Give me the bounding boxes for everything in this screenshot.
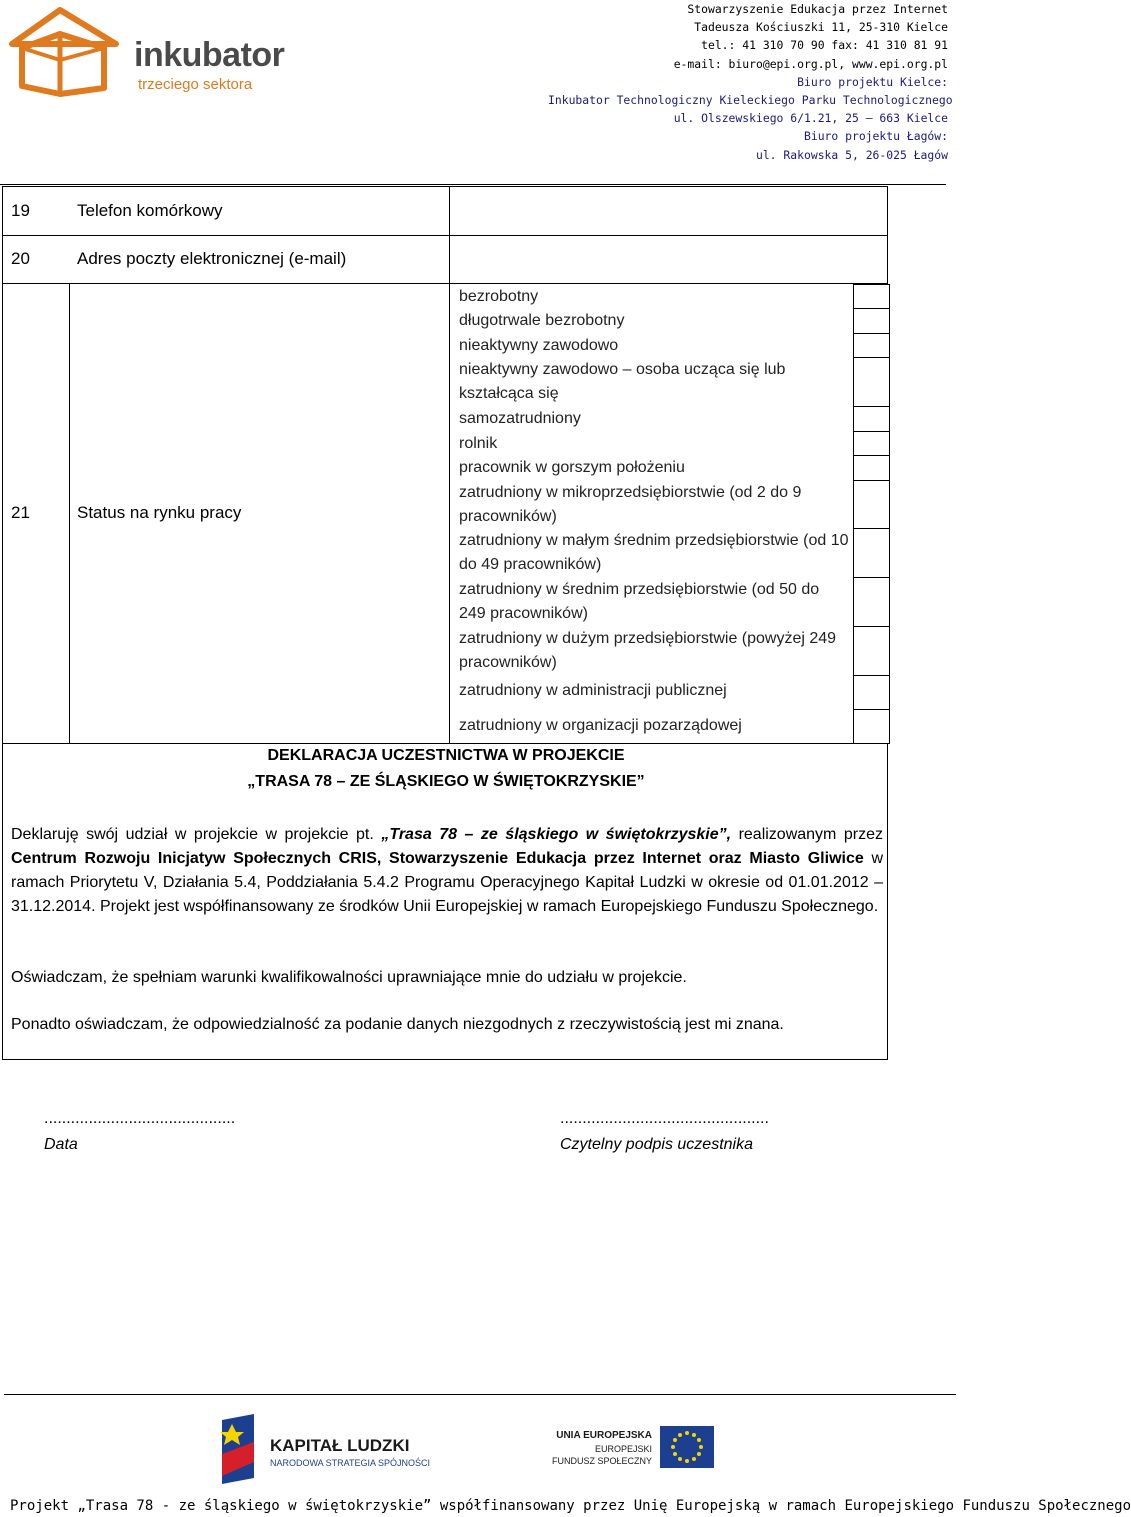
status-option-label: zatrudniony w organizacji pozarządowej	[459, 717, 742, 734]
status-option-label: pracownik w gorszym położeniu	[459, 459, 685, 476]
row-divider	[3, 283, 887, 284]
contact-line: Stowarzyszenie Edukacja przez Internet	[687, 2, 948, 16]
contact-line: Biuro projektu Kielce:	[797, 74, 948, 89]
contact-block	[548, 0, 953, 164]
logo-word: inkubator	[134, 36, 285, 74]
declaration-project-title: „TRASA 78 – ZE ŚLĄSKIEGO W ŚWIĘTOKRZYSKIE”	[247, 773, 645, 790]
contact-line: Inkubator Technologiczny Kieleckiego Parku Technologicznego	[548, 93, 953, 108]
organizations: Centrum Rozwoju Inicjatyw Społecznych CRIS, Stowarzyszenie Edukacja przez Internet oraz Miasto Gliwice	[11, 850, 864, 867]
status-option-label: bezrobotny	[459, 288, 539, 305]
date-dots: ...........................................	[44, 1110, 236, 1127]
row-number: 21	[11, 503, 30, 522]
declaration-paragraph	[11, 823, 883, 919]
declaration-text: realizowanym przez	[731, 826, 884, 843]
status-option-label: długotrwale bezrobotny	[459, 312, 625, 329]
field-label-status: Status na rynku pracy	[77, 503, 242, 522]
project-name: „Trasa 78 – ze śląskiego w świętokrzyskie”,	[381, 826, 732, 843]
contact-line: e-mail: biuro@epi.org.pl, www.epi.org.pl	[673, 56, 948, 71]
footer-divider	[4, 1394, 956, 1395]
status-checkbox[interactable]	[853, 357, 890, 407]
signature-dots: ...............................................	[560, 1110, 769, 1127]
row-number: 19	[11, 201, 30, 220]
inkubator-logo	[4, 6, 294, 96]
signature-label: Czytelny podpis uczestnika	[560, 1136, 753, 1153]
declaration-title: DEKLARACJA UCZESTNICTWA W PROJEKCIE	[267, 747, 625, 764]
status-option-label: zatrudniony w dużym przedsiębiorstwie (powyżej 249 pracowników)	[459, 630, 837, 671]
status-option-label: samozatrudniony	[459, 410, 581, 427]
status-checkbox[interactable]	[853, 406, 890, 432]
kapital-ludzki-logo	[214, 1412, 431, 1488]
liability-statement: Ponadto oświadczam, że odpowiedzialność za podanie danych niezgodnych z rzeczywistością jest mi znana.	[11, 1016, 784, 1033]
status-checkbox[interactable]	[853, 431, 890, 456]
email-field[interactable]	[450, 236, 887, 283]
eligibility-statement: Oświadczam, że spełniam warunki kwalifikowalności uprawniające mnie do udziału w projekcie.	[11, 969, 687, 986]
contact-line: ul. Olszewskiego 6/1.21, 25 – 663 Kielce	[673, 111, 948, 126]
phone-field[interactable]	[450, 187, 887, 235]
kapital-ludzki-emblem-icon	[214, 1414, 264, 1484]
field-label-phone: Telefon komórkowy	[77, 201, 223, 220]
eu-line3: FUNDUSZ SPOŁECZNY	[551, 1456, 652, 1466]
status-checkbox[interactable]	[853, 626, 890, 676]
status-checkbox[interactable]	[853, 480, 890, 529]
declaration-text: Deklaruję swój udział w projekcie w projekcie pt.	[11, 826, 382, 843]
declaration-text: w ramach Priorytetu V, Działania 5.4, Poddziałania 5.4.2 Programu Operacyjnego Kapitał Ludzki w okresie od 01.01.2012 – 31.12.2014. Projekt jest współfinansowany ze środków Unii Europejskiej w ramach Europejskiego Funduszu Społecznego.	[11, 850, 884, 915]
contact-line: ul. Rakowska 5, 26-025 Łagów	[755, 147, 948, 162]
status-checkbox[interactable]	[853, 709, 890, 744]
status-checkbox[interactable]	[853, 333, 890, 358]
status-option-label: zatrudniony w średnim przedsiębiorstwie (od 50 do 249 pracowników)	[459, 581, 820, 622]
status-option-label: nieaktywny zawodowo – osoba ucząca się lub kształcąca się	[459, 361, 786, 402]
footer-text: Projekt „Trasa 78 - ze śląskiego w świętokrzyskie” współfinansowany przez Unię Europejską w ramach Europejskiego Funduszu Społecznego	[10, 1498, 1131, 1514]
contact-line: Tadeusza Kościuszki 11, 25-310 Kielce	[694, 20, 948, 35]
status-checkbox[interactable]	[853, 675, 890, 710]
eu-line1: UNIA EUROPEJSKA	[556, 1430, 652, 1441]
status-option-label: rolnik	[459, 435, 498, 452]
status-checkbox[interactable]	[853, 308, 890, 334]
kl-title: KAPITAŁ LUDZKI	[270, 1436, 410, 1455]
status-checkbox[interactable]	[853, 455, 890, 481]
status-checkbox[interactable]	[853, 577, 890, 627]
status-option-label: zatrudniony w małym średnim przedsiębiorstwie (od 10 do 49 pracowników)	[459, 532, 849, 573]
contact-line: Biuro projektu Łagów:	[803, 129, 948, 144]
eu-flag-icon	[660, 1426, 714, 1468]
contact-line: tel.: 41 310 70 90 fax: 41 310 81 91	[701, 38, 948, 53]
row-divider	[3, 743, 887, 744]
field-label-email: Adres poczty elektronicznej (e-mail)	[77, 249, 347, 268]
eu-line2: EUROPEJSKI	[594, 1444, 652, 1454]
status-option-label: zatrudniony w administracji publicznej	[459, 682, 727, 699]
col-divider	[69, 283, 70, 743]
status-checkbox[interactable]	[853, 284, 890, 309]
eu-logo	[540, 1424, 716, 1474]
row-number: 20	[11, 249, 30, 268]
house-box-icon	[4, 6, 134, 96]
form-table	[2, 186, 888, 1060]
status-checkbox[interactable]	[853, 528, 890, 578]
header-divider	[0, 184, 946, 185]
kl-subtitle: NARODOWA STRATEGIA SPÓJNOŚCI	[270, 1458, 431, 1468]
status-option-label: nieaktywny zawodowo	[459, 337, 619, 354]
date-label: Data	[44, 1136, 78, 1153]
logo-subtitle: trzeciego sektora	[138, 76, 253, 93]
status-option-label: zatrudniony w mikroprzedsiębiorstwie (od 2 do 9 pracowników)	[459, 484, 802, 525]
